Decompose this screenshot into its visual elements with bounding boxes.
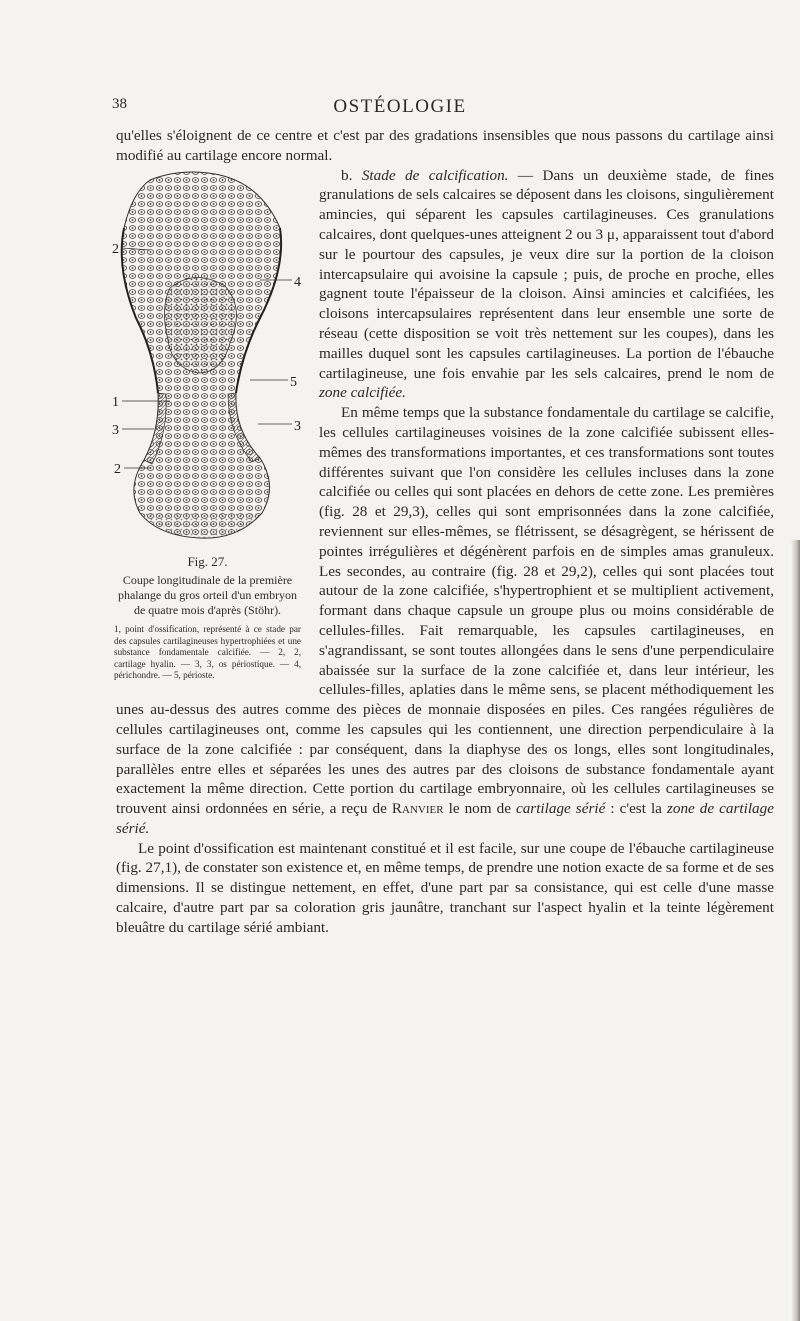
page-number: 38 [112, 96, 127, 112]
paragraph-4: Le point d'ossification est maintenant constitué et il est facile, sur une coupe de l'ébauche cartilagineuse (fig. 27,1), de constater son existence et, en même temps, de prendre une notion exacte de sa forme et de ses dimensions. Il se distingue nettement, en effet, d'une part par sa consistance, qui est celle d'une masse calcaire, d'autre part par sa coloration gris jaunâtre, tranchant sur l'aspect hyalin et la teinte légèrement bleuâtre du cartilage sérié ambiant. [116, 839, 774, 936]
body-text [112, 126, 774, 938]
term-cartilage-serie: cartilage sérié [515, 800, 606, 818]
section-title: Stade de calcification. [361, 166, 509, 184]
callout-label: 2 [112, 241, 119, 257]
page-edge-shadow [791, 540, 800, 1321]
callout-label: 5 [290, 374, 297, 390]
running-title: OSTÉOLOGIE [333, 96, 467, 117]
term-zone-cartilage-serie: zone de cartilage sérié. [116, 800, 774, 837]
callout-label: 2 [114, 461, 121, 477]
figure-label: Fig. 27. [187, 553, 228, 569]
figure-27 [110, 168, 305, 682]
term-zone-calcifiee: zone calcifiée. [319, 384, 406, 402]
paragraph-3-text: En même temps que la substance fondamentale du cartilage se calcifie, les cellules cartilagineuses voisines de la zone calcifiée subissent elles-mêmes des transformations importantes, et ces transformations sont toutes différentes suivant que l'on considère les cellules incluses dans la zone calcifiée ou celles qui sont placées en dehors de cette zone. Les premières (fig. 28 et 29,3), celles qui sont emprisonnées dans la zone calcifiée, reviennent sur elles-mêmes, se flétrissent, se désagrègent, se hérissent de pointes irrégulières et dégénèrent parfois en de simples amas granuleux. Les secondes, au contraire (fig. 28 et 29,2), celles qui sont placées tout autour de la zone calcifiée, s'hypertrophient et se multiplient activement, formant dans chaque capsule un groupe plus ou moins considérable de cellules-filles. Fait remarquable, les capsules cartilagineuses, en s'agrandissant, se sont toutes allongées dans le sens d'une perpendiculaire abaissée sur la surface de la zone calcifiée et, dans leur intérieur, les cellules-filles, aplaties dans le même sens, se placent méthodiquement les unes au-dessus des autres comme des pièces de monnaie disposées en piles. Ces rangées régulières de cellules cartilagineuses ont, comme les capsules qui les contiennent, une direction perpendiculaire à la surface de la zone calcifiée : par conséquent, dans la diaphyse des os longs, elles sont longitudinales, parallèles entre elles et séparées les unes des autres par des cloisons de substance fondamentale ayant exactement la même direction. Cette portion du cartilage embryonnaire, où les cellules cartilagineuses se trouvent ainsi ordonnées en série, a reçu de [116, 404, 774, 818]
callout-label: 3 [112, 422, 119, 438]
callout-label: 4 [294, 274, 301, 290]
callout-label: 3 [294, 418, 301, 434]
figure-legend: 1, point d'ossification, représenté à ce stade par des capsules cartilagineuses hypertrophiées et une substance fondamentale calcifiée. — 2, 2, cartilage hyalin. — 3, 3, os périostique. — 4, périchondre. — 5, périoste. [114, 624, 301, 681]
author-name: Ranvier [391, 800, 444, 818]
paragraph-2-text: — Dans un deuxième stade, de fines granulations de sels calcaires se déposent dans les cloisons, singulièrement amincies, qui séparent les capsules cartilagineuses. Ces granulations calcaires, dont quelques-unes atteignent 2 ou 3 μ, apparaissent tout d'abord sur le pourtour des capsules, je veux dire sur la portion de la cloison intercapsulaire qui avoisine la capsule ; puis, de proche en proche, elles gagnent toute l'épaisseur de la cloison. Ainsi amincies et calcifiées, les cloisons intercapsulaires représentent dans leur ensemble une sorte de réseau (cette disposition se voit très nettement sur les coupes), dans les mailles duquel sont les capsules cartilagineuses. La portion de l'ébauche cartilagineuse, une fois envahie par les sels calcaires, prend le nom de [319, 166, 774, 382]
paragraph-1: qu'elles s'éloignent de ce centre et c'est par des gradations insensibles que nous passons du cartilage ainsi modifié au cartilage encore normal. [116, 127, 774, 164]
section-marker: b. [341, 166, 362, 184]
paragraph-3-text: : c'est la [605, 800, 667, 818]
phalanx-section-illustration [110, 168, 305, 550]
paragraph-3-text: le nom de [443, 800, 516, 818]
callout-label: 1 [112, 394, 119, 410]
figure-caption: Coupe longitudinale de la première phalange du gros orteil d'un embryon de quatre mois d'après (Stöhr). [117, 573, 298, 618]
